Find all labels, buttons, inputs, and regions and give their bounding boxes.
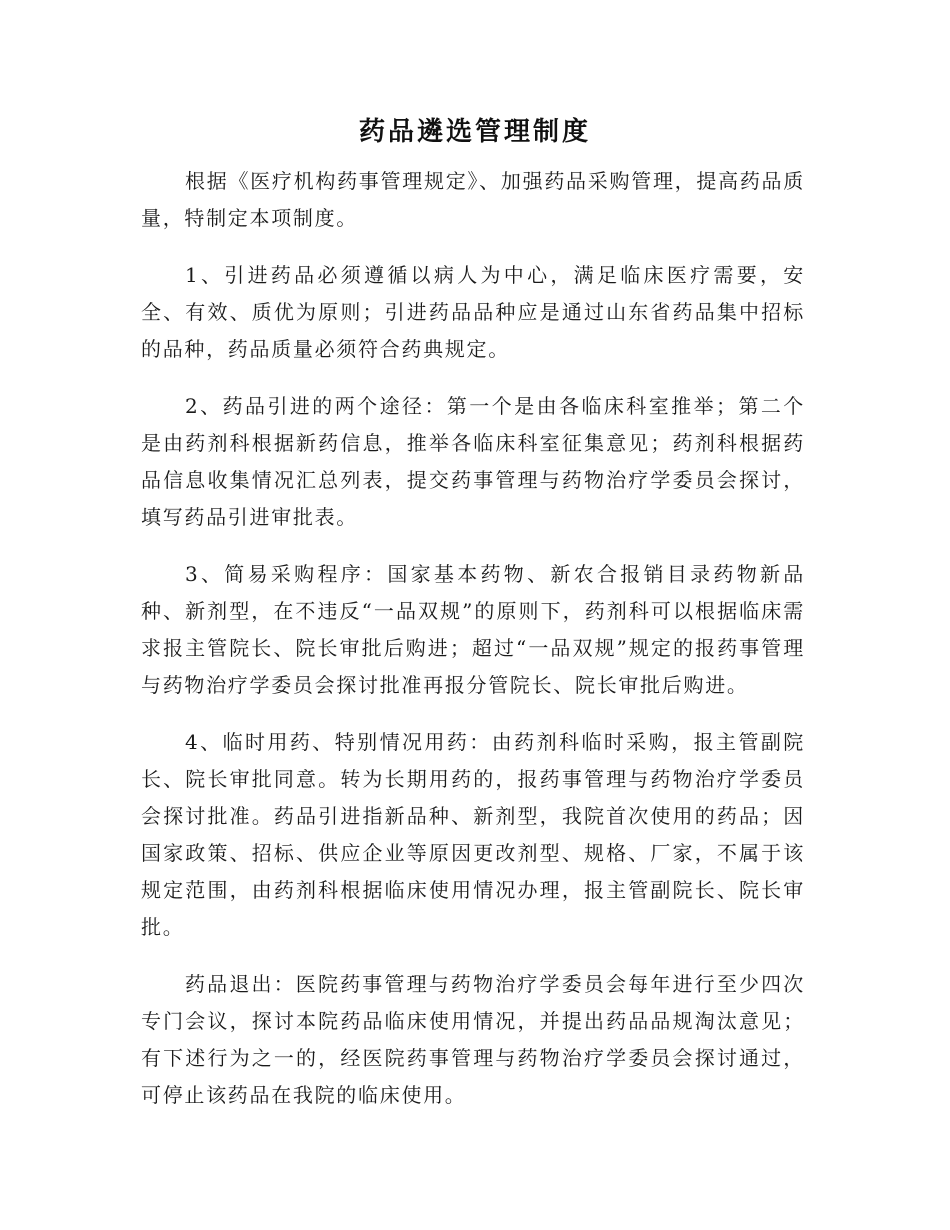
rule-paragraph-3: 3、简易采购程序：国家基本药物、新农合报销目录药物新品种、新剂型，在不违反“一品双规”的原则下，药剂科可以根据临床需求报主管院长、院长审批后购进；超过“一品双规”规定的报药事管理与药物治疗学委员会探讨批准再报分管院长、院长审批后购进。 [141, 562, 805, 697]
rule-paragraph-4: 4、临时用药、特别情况用药：由药剂科临时采购，报主管副院长、院长审批同意。转为长期用药的，报药事管理与药物治疗学委员会探讨批准。药品引进指新品种、新剂型，我院首次使用的药品；因国家政策、招标、供应企业等原因更改剂型、规格、厂家，不属于该规定范围，由药剂科根据临床使用情况办理，报主管副院长、院长审批。 [141, 730, 805, 939]
document-body [141, 163, 805, 1134]
rule-paragraph-2: 2、药品引进的两个途径：第一个是由各临床科室推举；第二个是由药剂科根据新药信息，推举各临床科室征集意见；药剂科根据药品信息收集情况汇总列表，提交药事管理与药物治疗学委员会探讨，填写药品引进审批表。 [141, 394, 805, 529]
withdrawal-paragraph: 药品退出：医院药事管理与药物治疗学委员会每年进行至少四次专门会议，探讨本院药品临床使用情况，并提出药品品规淘汰意见；有下述行为之一的，经医院药事管理与药物治疗学委员会探讨通过，可停止该药品在我院的临床使用。 [141, 972, 805, 1107]
rule-paragraph-1: 1、引进药品必须遵循以病人为中心，满足临床医疗需要，安全、有效、质优为原则；引进药品品种应是通过山东省药品集中招标的品种，药品质量必须符合药典规定。 [141, 263, 805, 361]
intro-paragraph: 根据《医疗机构药事管理规定》、加强药品采购管理，提高药品质量，特制定本项制度。 [141, 169, 805, 230]
document-title: 药品遴选管理制度 [358, 117, 591, 147]
